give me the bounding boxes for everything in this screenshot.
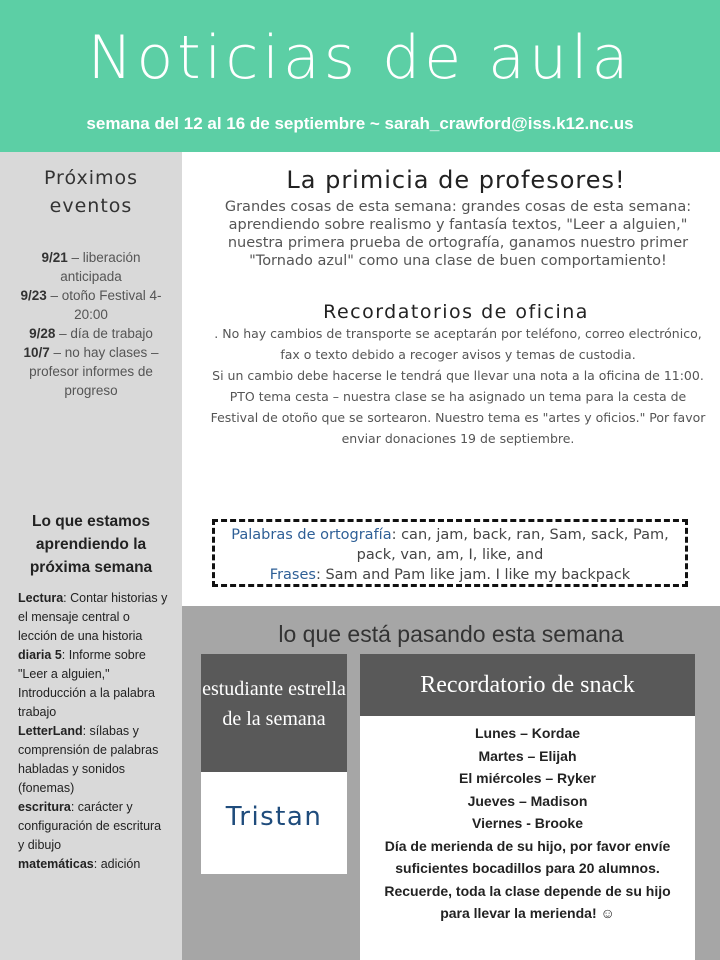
phrases-line xyxy=(215,565,685,585)
event-date: 9/28 xyxy=(29,326,56,341)
events-list xyxy=(18,248,164,400)
learning-text: : Contar historias y el mensaje central o lección de una historia xyxy=(18,591,168,643)
reminder-item: . No hay cambios de transporte se aceptarán por teléfono, correo electrónico, fax o texto debido a recoger avisos y temas de custodia. xyxy=(214,326,702,362)
snack-reminder-box xyxy=(360,654,695,960)
spelling-words-box xyxy=(212,519,688,587)
learning-item xyxy=(18,722,168,798)
event-text: – otoño Festival 4-20:00 xyxy=(46,288,162,322)
snack-line: Martes – Elijah xyxy=(478,747,577,764)
learning-text: : Informe sobre "Leer a alguien," Introducción a la palabra trabajo xyxy=(18,648,155,719)
snack-note: Día de merienda de su hijo, por favor envíe suficientes bocadillos para 20 alumnos. Recuerde, toda la clase depende de su hijo para llevar la merienda! ☺ xyxy=(384,837,671,921)
phrases-label: Frases xyxy=(269,567,316,583)
event-text: – liberación anticipada xyxy=(60,250,141,284)
learning-heading: Lo que estamos aprendiendo la próxima semana xyxy=(29,513,153,576)
star-student-name: Tristan xyxy=(225,802,323,832)
newsletter-subtitle: semana del 12 al 16 de septiembre ~ sarah_crawford@iss.k12.nc.us xyxy=(86,114,634,133)
snack-line: Lunes – Kordae xyxy=(474,725,581,741)
teacher-scoop-text: Grandes cosas de esta semana: grandes cosas de esta semana: aprendiendo sobre realismo y fantasía textos, "Leer a alguien," nuestra primera prueba de ortografía, ganamos nuestro primer "Tornado azul" como una clase de buen comportamiento! xyxy=(224,199,692,269)
learning-subject: escritura xyxy=(18,800,71,814)
events-heading-line1: Próximos xyxy=(43,167,139,189)
phrases-text: : Sam and Pam like jam. I like my backpack xyxy=(315,567,631,583)
learning-text: : carácter y configuración de escritura y dibujo xyxy=(18,800,162,852)
star-student-box xyxy=(201,654,347,874)
learning-item xyxy=(18,589,168,646)
event-text: – día de trabajo xyxy=(55,326,153,341)
reminder-item: PTO tema cesta – nuestra clase se ha asignado un tema para la cesta de Festival de otoño que se sortearon. Nuestro tema es "artes y oficios." Por favor enviar donaciones 19 de septiembre. xyxy=(210,389,706,446)
learning-list xyxy=(18,589,168,874)
star-student-heading: estudiante estrella de la semana xyxy=(201,654,347,772)
event-date: 9/23 xyxy=(20,288,47,303)
event-item xyxy=(18,324,164,343)
learning-subject: Lectura xyxy=(18,591,64,605)
newsletter-title: Noticias de aula xyxy=(87,23,633,93)
this-week-heading: lo que está pasando esta semana xyxy=(278,621,624,647)
event-item xyxy=(18,286,164,324)
learning-text: : sílabas y comprensión de palabras habladas y sonidos (fonemas) xyxy=(18,724,159,795)
events-heading-line2: eventos xyxy=(49,195,133,217)
snack-line: Viernes - Brooke xyxy=(471,815,583,831)
event-text: – no hay clases – profesor informes de progreso xyxy=(29,345,159,398)
spelling-words-line xyxy=(215,525,685,565)
snack-line: Jueves – Madison xyxy=(467,792,588,809)
learning-subject: diaria 5 xyxy=(18,648,62,662)
spelling-words: : can, jam, back, ran, Sam, sack, Pam, pack, van, am, I, like, and xyxy=(356,527,669,563)
office-reminders-heading: Recordatorios de oficina xyxy=(323,301,589,323)
learning-item xyxy=(18,646,168,722)
event-item xyxy=(18,248,164,286)
spelling-label: Palabras de ortografía xyxy=(231,527,392,543)
event-item xyxy=(18,343,164,400)
upcoming-events-heading xyxy=(0,164,182,220)
left-sidebar xyxy=(0,152,182,960)
snack-line: El miércoles – Ryker xyxy=(459,770,596,786)
snack-reminder-heading: Recordatorio de snack xyxy=(360,654,695,716)
learning-item xyxy=(18,798,168,855)
learning-subject: LetterLand xyxy=(18,724,83,738)
reminder-item: Si un cambio debe hacerse le tendrá que llevar una nota a la oficina de 11:00. xyxy=(212,368,704,383)
learning-subject: matemáticas xyxy=(18,857,94,871)
header-banner xyxy=(0,0,720,152)
this-week-panel xyxy=(182,606,720,960)
learning-item xyxy=(18,855,168,874)
snack-schedule xyxy=(368,722,687,925)
event-date: 9/21 xyxy=(41,250,68,265)
office-reminders-text xyxy=(208,323,708,449)
learning-text: : adición xyxy=(93,857,141,871)
teacher-scoop-heading: La primicia de profesores! xyxy=(286,166,626,194)
event-date: 10/7 xyxy=(23,345,50,360)
